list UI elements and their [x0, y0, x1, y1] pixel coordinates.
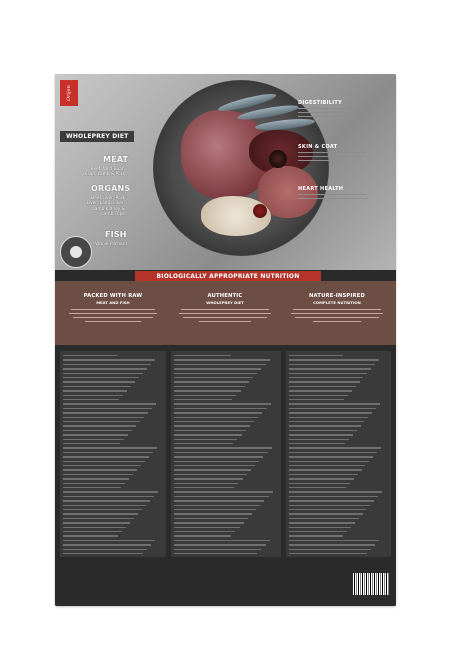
fine-print-line: [289, 491, 382, 492]
fine-print-line: [289, 513, 363, 514]
fine-print-line: [174, 518, 248, 519]
fish-heading: FISH: [105, 230, 127, 239]
fine-print-line: [174, 355, 231, 356]
fine-print-line: [174, 544, 266, 545]
fine-print-line: [63, 531, 122, 532]
text-line: [298, 198, 368, 199]
fine-print-line: [63, 447, 157, 448]
text-line: [295, 317, 379, 318]
fine-print-line: [174, 390, 241, 391]
feature-heading: AUTHENTIC: [207, 293, 243, 299]
fine-print-line: [289, 434, 353, 435]
food-plate-image: [153, 80, 329, 256]
text-line: [179, 313, 271, 314]
fine-print-line: [289, 395, 348, 396]
fine-print-line: [289, 549, 371, 550]
fine-print-line: [174, 439, 237, 440]
text-line: [73, 317, 153, 318]
meat-list: Beef, Wild Boar, Bison, Lamb & Pork: [83, 167, 125, 178]
fine-print-line: [63, 527, 126, 528]
fine-print-line: [63, 456, 149, 457]
fine-print-line: [289, 535, 343, 536]
fine-print-line: [63, 500, 150, 501]
feature-text-graphic: [175, 308, 275, 326]
fine-print-line: [289, 531, 347, 532]
fine-print-line: [63, 461, 145, 462]
fine-print-line: [289, 408, 376, 409]
fine-print-line: [63, 452, 153, 453]
fine-print-panel: [55, 345, 396, 606]
fine-print-line: [63, 425, 136, 426]
fine-print-line: [63, 443, 120, 444]
fine-print-line: [63, 469, 137, 470]
text-line: [85, 321, 141, 322]
fine-print-line: [63, 373, 143, 374]
fine-print-line: [174, 483, 238, 484]
feature-column-raw: [63, 293, 163, 326]
fine-print-line: [174, 399, 232, 400]
fine-print-line: [174, 487, 234, 488]
feature-heading: PACKED WITH RAW: [83, 293, 143, 299]
fine-print-line: [289, 553, 367, 554]
fine-print-line: [174, 359, 270, 360]
fine-print-line: [289, 377, 363, 378]
fine-print-line: [174, 386, 245, 387]
fine-print-line: [174, 443, 233, 444]
fine-print-line: [63, 518, 134, 519]
fine-print-line: [289, 359, 379, 360]
text-line: [291, 313, 383, 314]
fine-print-line: [63, 505, 146, 506]
feature-subheading: MEAT AND FISH: [96, 300, 130, 305]
wholeprey-diet-tag: WHOLEPREY DIET: [60, 131, 134, 142]
fine-print-line: [63, 478, 129, 479]
fine-print-line: [289, 465, 365, 466]
fish-list: Whole Pilchard: [95, 242, 127, 247]
fine-print-line: [174, 417, 258, 418]
fine-print-line: [174, 469, 251, 470]
text-line: [293, 309, 381, 310]
fine-print-line: [174, 412, 262, 413]
fine-print-line: [289, 399, 344, 400]
berries-image: [269, 150, 287, 168]
fine-print-line: [289, 509, 366, 510]
fine-print-line: [174, 421, 254, 422]
fine-print-line: [174, 434, 242, 435]
fine-print-line: [63, 412, 148, 413]
text-line: [298, 152, 366, 153]
fine-print-line: [289, 456, 373, 457]
fine-print-line: [174, 531, 235, 532]
fine-print-line: [63, 403, 156, 404]
fine-print-line: [289, 417, 368, 418]
organs-heading: ORGANS: [91, 184, 131, 193]
hero-panel: [55, 74, 396, 270]
fine-print-line: [174, 377, 253, 378]
fine-print-line: [63, 434, 128, 435]
fine-print-line: [289, 364, 375, 365]
fine-print-line: [174, 364, 266, 365]
cranberries-image: [253, 204, 267, 218]
fine-print-line: [289, 469, 362, 470]
fine-print-line: [63, 487, 121, 488]
feature-column-nature: [287, 293, 387, 326]
fine-print-line: [63, 421, 140, 422]
feature-text-graphic: [287, 308, 387, 326]
fine-print-line: [289, 439, 349, 440]
organs-list: Beef Liver, Pork Liver, Lamb Liver, Lamb Kidney & Lamb Tripe: [86, 196, 125, 217]
fine-print-line: [289, 522, 355, 523]
fine-print-line: [63, 522, 130, 523]
fine-print-line: [63, 377, 139, 378]
fine-print-line: [289, 355, 343, 356]
fine-print-line: [63, 544, 151, 545]
fine-print-line: [174, 368, 261, 369]
fine-print-line: [174, 549, 261, 550]
fine-print-line: [289, 403, 380, 404]
barcode: [353, 573, 389, 595]
text-line: [298, 112, 364, 113]
text-line: [298, 160, 338, 161]
fine-print-line: [63, 395, 123, 396]
fine-print-line: [63, 417, 144, 418]
feature-column-authentic: [175, 293, 275, 326]
fine-print-line: [63, 386, 131, 387]
fine-print-line: [63, 540, 155, 541]
fine-print-line: [289, 412, 372, 413]
fine-print-line: [63, 491, 158, 492]
fine-print-line: [63, 549, 147, 550]
fine-print-line: [289, 527, 351, 528]
fine-print-line: [174, 478, 243, 479]
fine-print-line: [63, 390, 127, 391]
fine-print-line: [289, 474, 358, 475]
fine-print-line: [289, 496, 378, 497]
fine-print-line: [63, 513, 138, 514]
fine-print-line: [174, 509, 256, 510]
fine-print-line: [289, 447, 381, 448]
fine-print-line: [174, 425, 250, 426]
nutrition-banner: BIOLOGICALLY APPROPRIATE NUTRITION: [135, 271, 321, 282]
text-line: [69, 313, 157, 314]
fine-print-line: [174, 408, 267, 409]
fine-print-line: [63, 408, 152, 409]
fine-print-line: [174, 553, 257, 554]
text-line: [298, 194, 366, 195]
fine-print-line: [289, 540, 379, 541]
text-line: [313, 321, 361, 322]
feature-heading: NATURE-INSPIRED: [309, 293, 365, 299]
text-line: [298, 116, 350, 117]
fine-print-line: [63, 553, 143, 554]
fine-print-line: [174, 395, 236, 396]
fine-print-line: [63, 399, 119, 400]
fine-print-line: [174, 373, 257, 374]
fine-print-line: [289, 518, 359, 519]
fine-print-line: [174, 527, 240, 528]
fine-print-line: [289, 544, 375, 545]
fine-print-line: [174, 496, 269, 497]
skin-coat-heading: SKIN & COAT: [298, 144, 338, 150]
fine-print-line: [289, 368, 371, 369]
fine-print-line: [174, 430, 246, 431]
fine-print-line: [174, 456, 263, 457]
fine-print-line: [63, 483, 125, 484]
text-line: [298, 156, 362, 157]
fine-print-line: [289, 421, 364, 422]
fine-print-line: [174, 381, 249, 382]
award-seal: [60, 236, 92, 268]
fine-print-line: [174, 403, 271, 404]
fine-print-line: [63, 535, 118, 536]
fine-print-line: [174, 540, 270, 541]
fine-print-line: [63, 355, 118, 356]
brand-logo: [60, 80, 78, 106]
text-line: [199, 321, 251, 322]
fine-print-line: [174, 452, 268, 453]
fine-print-line: [174, 513, 252, 514]
feature-panel: [55, 281, 396, 345]
text-line: [183, 317, 267, 318]
fine-print-line: [289, 478, 354, 479]
fine-print-line: [289, 425, 361, 426]
fine-print-line: [63, 364, 151, 365]
fine-print-line: [63, 368, 147, 369]
food-bag-back: [55, 74, 396, 606]
fine-print-line: [63, 465, 141, 466]
fine-print-line: [174, 447, 272, 448]
fine-print-line: [174, 522, 244, 523]
fine-print-line: [289, 461, 369, 462]
fine-print-line: [289, 443, 345, 444]
fine-print-line: [63, 496, 154, 497]
text-line: [181, 309, 269, 310]
feature-subheading: WHOLEPREY DIET: [206, 300, 244, 305]
digestibility-heading: DIGESTIBILITY: [298, 100, 343, 106]
fine-print-line: [289, 390, 352, 391]
fine-print-line: [289, 452, 377, 453]
fine-print-line: [63, 439, 124, 440]
fine-print-line: [289, 500, 374, 501]
text-line: [298, 108, 368, 109]
feature-subheading: COMPLETE NUTRITION: [313, 300, 361, 305]
fine-print-line: [174, 500, 264, 501]
fine-print-line: [289, 487, 346, 488]
fine-print-line: [289, 386, 356, 387]
fine-print-line: [174, 505, 260, 506]
meat-heading: MEAT: [103, 155, 129, 164]
feature-text-graphic: [63, 308, 163, 326]
heart-health-heading: HEART HEALTH: [298, 186, 344, 192]
fine-print-line: [63, 430, 132, 431]
text-line: [71, 309, 155, 310]
fine-print-line: [289, 373, 367, 374]
fine-print-line: [289, 483, 350, 484]
fine-print-line: [63, 359, 155, 360]
fine-print-line: [174, 465, 255, 466]
seal-emblem: [70, 246, 82, 258]
fine-print-line: [174, 535, 231, 536]
fine-print-line: [63, 474, 133, 475]
fine-print-line: [289, 505, 370, 506]
fine-print-line: [289, 381, 360, 382]
fine-print-line: [63, 381, 135, 382]
fine-print-line: [63, 509, 142, 510]
brand-logo-text: Orijen: [66, 85, 72, 101]
fine-print-line: [289, 430, 357, 431]
fine-print-line: [174, 474, 247, 475]
fine-print-line: [174, 461, 259, 462]
fine-print-line: [174, 491, 273, 492]
